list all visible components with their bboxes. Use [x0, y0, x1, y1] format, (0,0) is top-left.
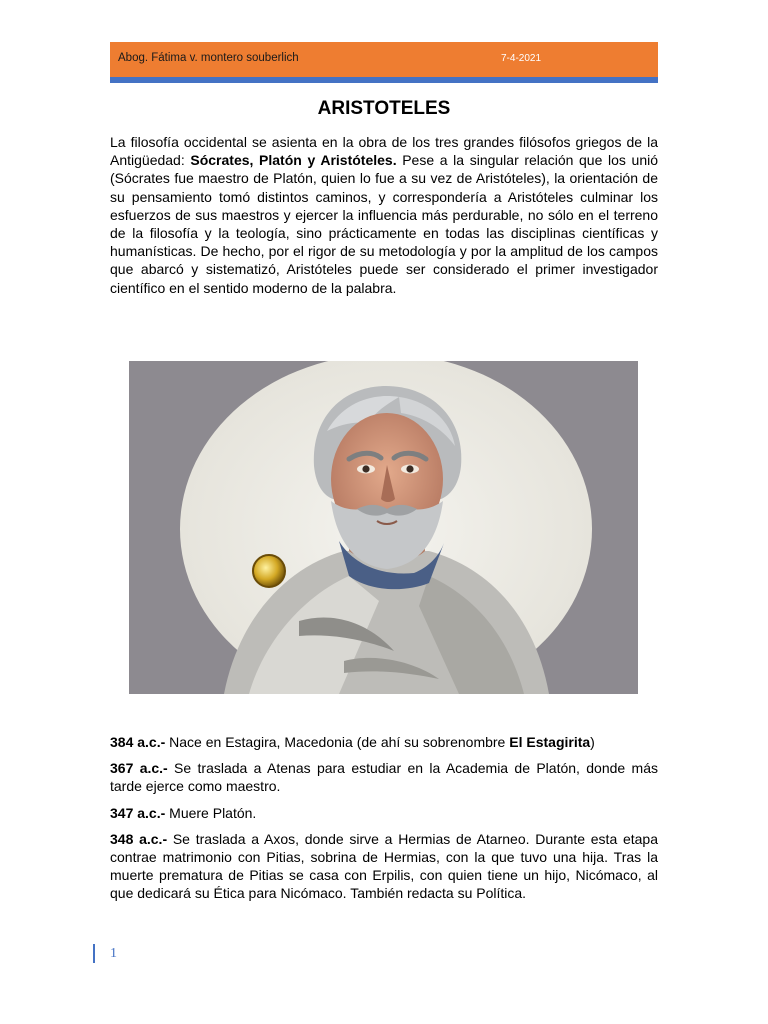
timeline-text: Muere Platón. [165, 804, 257, 821]
aristotle-portrait-image [129, 361, 638, 694]
timeline-entry [110, 804, 658, 822]
timeline-year: 347 a.c.- [110, 804, 166, 821]
intro-text-start: La filosofía occidental se asienta en la obra de los tres grandes filósofos griegos de la Antigüedad: [110, 134, 658, 169]
timeline-year: 384 a.c.- [110, 734, 166, 750]
timeline-text: Se traslada a Atenas para estudiar en la Academia de Platón, donde más tarde ejerce como maestro. [110, 760, 658, 795]
page-header [110, 42, 658, 77]
header-author: Abog. Fátima v. montero souberlich [118, 52, 299, 64]
intro-philosophers: Sócrates, Platón y Aristóteles. [190, 152, 397, 169]
header-divider [110, 77, 658, 83]
timeline-text: Se traslada a Axos, donde sirve a Hermias de Atarneo. Durante esta etapa contrae matrimonio con Pitias, sobrina de Hermias, con la que tuvo una hija. Tras la muerte prematura de Pitias se casa con Erpilis, con quien tiene un hijo, Nicómaco, al que dedicará su Ética para Nicómaco. También redacta su Política. [110, 830, 658, 902]
timeline-text-end: ) [590, 734, 595, 750]
intro-text-rest: Pese a la singular relación que los unió (Sócrates fue maestro de Platón, quien lo fue a su vez de Aristóteles), la orientación de su pensamiento tomó distintos caminos, y correspondería a Aristóteles culminar los esfuerzos de sus maestros y ejercer la influencia más perdurable, no sólo en el terreno de la filosofía y la teología, sino prácticamente en todas las disciplinas científicas y humanísticas. De hecho, por el rigor de su metodología y por la amplitud de los campos que abarcó y sistematizó, Aristóteles puede ser considerado el primer investigador científico en el sentido moderno de la palabra. [110, 152, 658, 296]
timeline-entry [110, 733, 658, 751]
timeline-year: 348 a.c.- [110, 830, 168, 847]
biography-timeline [110, 733, 658, 911]
timeline-entry [110, 830, 658, 903]
timeline-year: 367 a.c.- [110, 760, 168, 777]
document-title: ARISTOTELES [317, 98, 451, 119]
header-date: 7-4-2021 [501, 53, 542, 64]
timeline-text: Nace en Estagira, Macedonia (de ahí su sobrenombre [165, 734, 510, 750]
timeline-entry [110, 759, 658, 795]
page-number: 1 [93, 944, 117, 963]
timeline-nickname: El Estagirita [509, 734, 591, 750]
intro-paragraph [110, 133, 658, 297]
aristotle-bust-illustration [129, 361, 638, 694]
